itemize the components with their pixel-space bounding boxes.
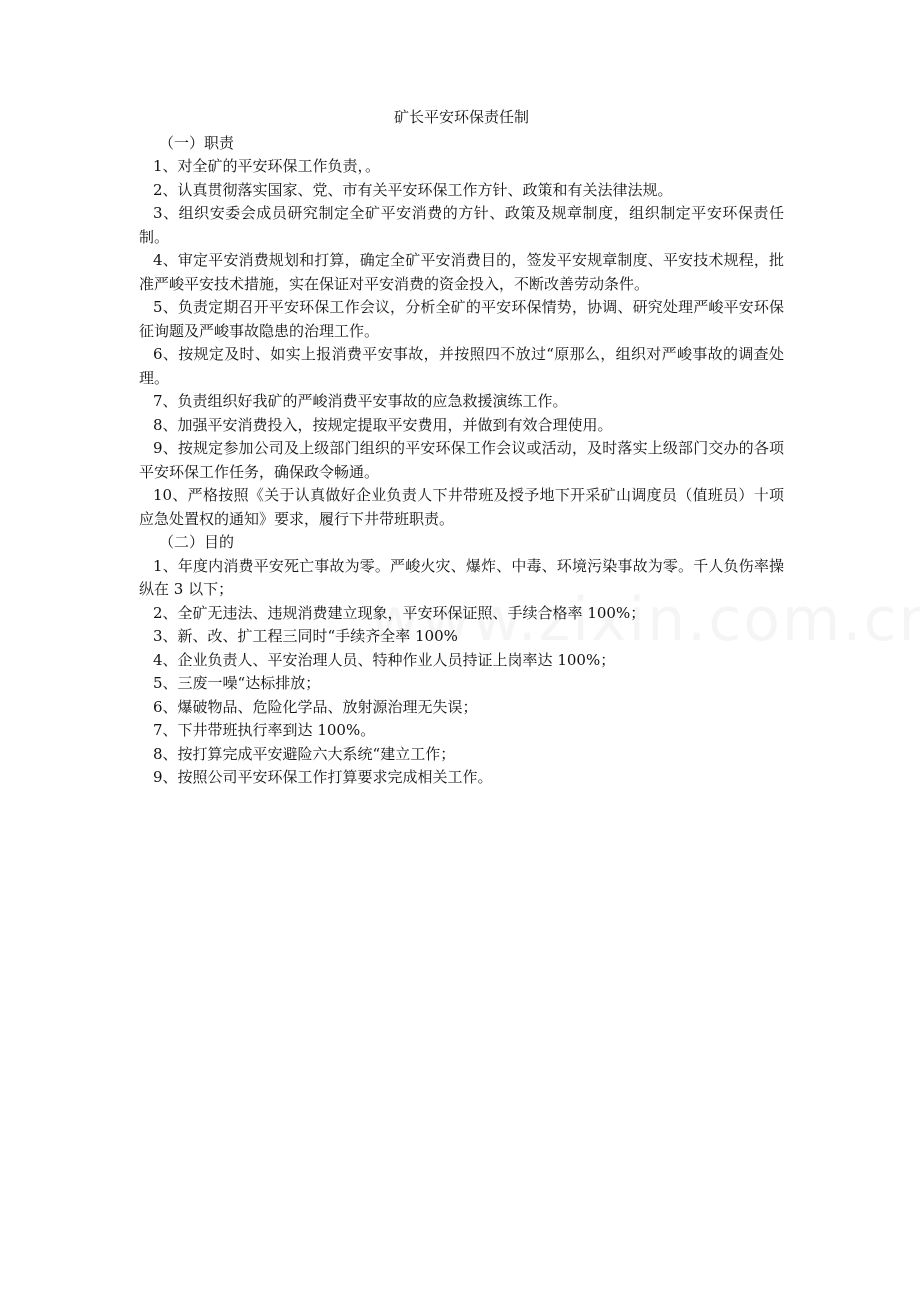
duty-item-7: 7、负责组织好我矿的严峻消费平安事故的应急救援演练工作。 xyxy=(153,392,568,410)
document-page xyxy=(139,106,784,790)
goal-item-8: 8、按打算完成平安避险六大系统“建立工作； xyxy=(153,744,456,763)
duty-item-1: 1、对全矿的平安环保工作负责，。 xyxy=(153,157,381,175)
duty-item-9: 9、按规定参加公司及上级部门组织的平安环保工作会议或活动，及时落实上级部门交办的各项平安环保工作任务，确保政令畅通。 xyxy=(139,439,784,481)
duty-item-4: 4、审定平安消费规划和打算，确定全矿平安消费目的，签发平安规章制度、平安技术规程，批准严峻平安技术措施，实在保证对平安消费的资金投入，不断改善劳动条件。 xyxy=(139,251,784,293)
duty-item-8: 8、加强平安消费投入，按规定提取平安费用，并做到有效合理使用。 xyxy=(153,415,613,434)
duty-item-10: 10、严格按照《关于认真做好企业负责人下井带班及授予地下开采矿山调度员（值班员）十项应急处置权的通知》要求，履行下井带班职责。 xyxy=(139,486,784,528)
goal-item-3: 3、新、改、扩工程三同时“手续齐全率 100% xyxy=(153,627,458,645)
duty-item-2: 2、认真贯彻落实国家、党、市有关平安环保工作方针、政策和有关法律法规。 xyxy=(153,180,673,199)
goal-item-1: 1、年度内消费平安死亡事故为零。严峻火灾、爆炸、中毒、环境污染事故为零。千人负伤率操纵在 3 以下； xyxy=(139,556,784,598)
goal-item-6: 6、爆破物品、危险化学品、放射源治理无失误； xyxy=(153,697,478,716)
duty-item-6: 6、按规定及时、如实上报消费平安事故，并按照四不放过“原那么，组织对严峻事故的调查处理。 xyxy=(139,345,784,387)
duty-item-3: 3、组织安委会成员研究制定全矿平安消费的方针、政策及规章制度，组织制定平安环保责任制。 xyxy=(139,204,784,246)
goal-item-2: 2、全矿无违法、违规消费建立现象，平安环保证照、手续合格率 100%； xyxy=(153,603,646,622)
document-title: 矿长平安环保责任制 xyxy=(393,108,529,126)
goal-item-9: 9、按照公司平安环保工作打算要求完成相关工作。 xyxy=(153,768,493,786)
goal-item-5: 5、三废一噪“达标排放； xyxy=(153,674,321,692)
duty-item-5: 5、负责定期召开平安环保工作会议，分析全矿的平安环保情势，协调、研究处理严峻平安环保征询题及严峻事故隐患的治理工作。 xyxy=(139,298,784,340)
goal-item-7: 7、下井带班执行率到达 100%。 xyxy=(153,721,376,739)
section-heading-goals: （二）目的 xyxy=(159,533,235,551)
goal-item-4: 4、企业负责人、平安治理人员、特种作业人员持证上岗率达 100%； xyxy=(153,650,616,669)
section-heading-duties: （一）职责 xyxy=(159,133,235,152)
